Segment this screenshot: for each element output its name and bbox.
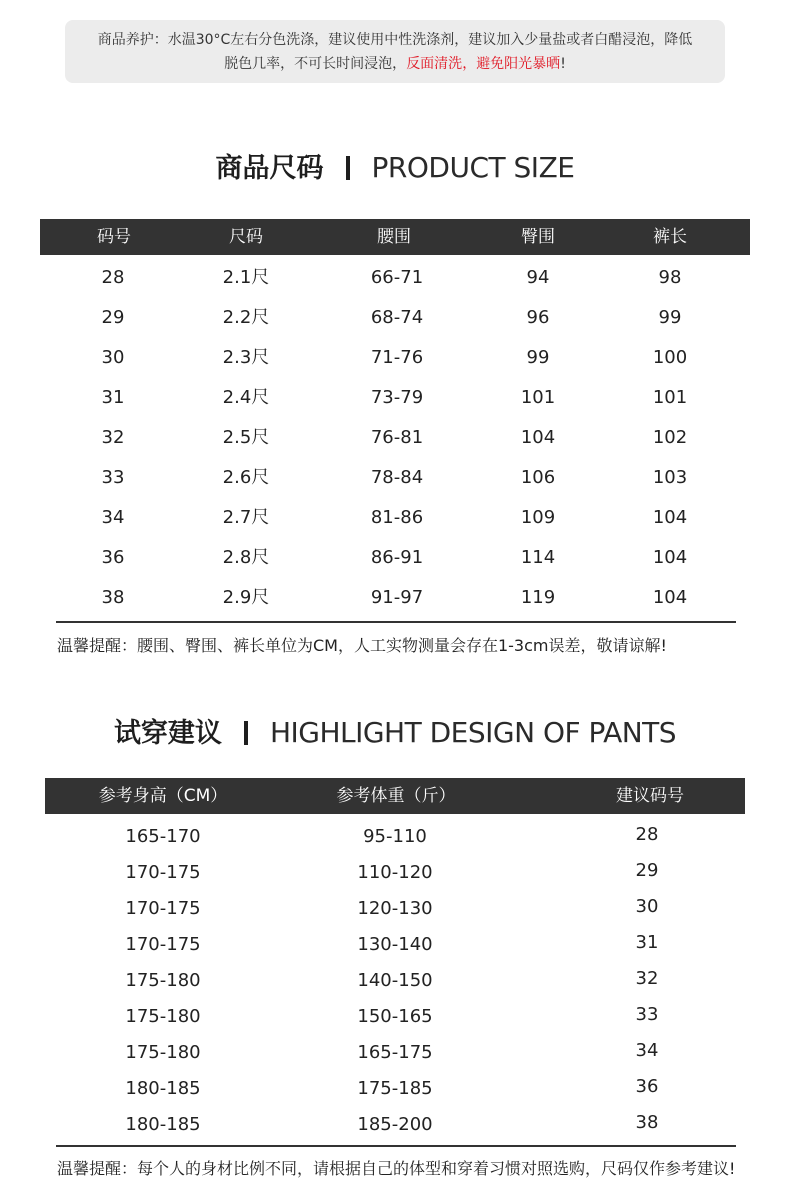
size-table-cell: 76-81 [370, 427, 424, 448]
fit-table-cell: 95-110 [363, 826, 427, 847]
size-header-code: 码号 [97, 227, 131, 247]
fit-table-cell: 170-175 [125, 934, 201, 955]
fit-table-cell: 170-175 [125, 862, 201, 883]
fit-table-cell: 175-185 [357, 1078, 433, 1099]
size-table-cell: 38 [101, 587, 125, 608]
fit-table-cell: 36 [635, 1076, 659, 1097]
size-table-cell: 2.9尺 [222, 587, 270, 608]
fit-table-row [0, 1002, 790, 1032]
fit-table-cell: 140-150 [357, 970, 433, 991]
size-table-cell: 98 [658, 267, 682, 288]
size-table-cell: 2.1尺 [222, 267, 270, 288]
product-size-title-cn: 商品尺码 [215, 153, 324, 184]
size-table-cell: 99 [526, 347, 550, 368]
fit-advice-title-en: HIGHLIGHT DESIGN OF PANTS [269, 716, 677, 749]
fit-table-cell: 33 [635, 1004, 659, 1025]
fit-table-cell: 29 [635, 860, 659, 881]
size-table-cell: 86-91 [370, 547, 424, 568]
fit-table-cell: 32 [635, 968, 659, 989]
size-table-cell: 2.2尺 [222, 307, 270, 328]
fit-table-cell: 180-185 [125, 1114, 201, 1135]
size-table-header [40, 219, 750, 255]
fit-table-cell: 175-180 [125, 1042, 201, 1063]
fit-table-cell: 31 [635, 932, 659, 953]
size-table-cell: 30 [101, 347, 125, 368]
size-header-length: 裤长 [653, 227, 687, 247]
size-table-cell: 94 [526, 267, 550, 288]
size-table-cell: 2.6尺 [222, 467, 270, 488]
fit-table-row [0, 1110, 790, 1140]
size-table-cell: 104 [652, 507, 688, 528]
fit-table-row [0, 858, 790, 888]
fit-advice-title [0, 711, 790, 750]
title-separator [346, 156, 350, 180]
size-table-row [0, 262, 790, 294]
size-table-row [0, 302, 790, 334]
fit-table-cell: 170-175 [125, 898, 201, 919]
title-separator [244, 721, 248, 745]
size-table-row [0, 462, 790, 494]
fit-header-weight: 参考体重（斤） [336, 786, 456, 806]
care-warning-comma: ， [462, 56, 477, 72]
size-table-cell: 114 [520, 547, 556, 568]
size-table-row [0, 422, 790, 454]
size-header-size: 尺码 [229, 227, 263, 247]
size-table-cell: 2.5尺 [222, 427, 270, 448]
fit-table-row [0, 966, 790, 996]
care-warning-avoid-sun: 避免阳光暴晒 [476, 56, 561, 72]
size-table-cell: 104 [520, 427, 556, 448]
care-instructions-box [65, 20, 725, 83]
fit-table-row [0, 894, 790, 924]
size-header-waist: 腰围 [377, 227, 411, 247]
size-table-cell: 28 [101, 267, 125, 288]
care-line-1: 商品养护：水温30°C左右分色洗涤，建议使用中性洗涤剂，建议加入少量盐或者白醋浸泡，降低 [97, 32, 693, 48]
fit-table-cell: 130-140 [357, 934, 433, 955]
size-table-cell: 73-79 [370, 387, 424, 408]
size-table-cell: 2.4尺 [222, 387, 270, 408]
size-table-cell: 31 [101, 387, 125, 408]
size-table-cell: 99 [658, 307, 682, 328]
size-table-cell: 106 [520, 467, 556, 488]
fit-table-cell: 165-170 [125, 826, 201, 847]
size-table-row [0, 342, 790, 374]
fit-table-cell: 175-180 [125, 970, 201, 991]
fit-table-row [0, 1074, 790, 1104]
size-table-row [0, 542, 790, 574]
size-table-cell: 78-84 [370, 467, 424, 488]
size-table-cell: 101 [520, 387, 556, 408]
fit-header-height: 参考身高（CM） [98, 786, 228, 806]
size-table-cell: 66-71 [370, 267, 424, 288]
size-table-cell: 91-97 [370, 587, 424, 608]
size-table-row [0, 582, 790, 614]
fit-advice-title-cn: 试穿建议 [113, 718, 222, 749]
fit-table-cell: 120-130 [357, 898, 433, 919]
fit-table-cell: 38 [635, 1112, 659, 1133]
fit-table-header [45, 778, 745, 814]
fit-table-cell: 110-120 [357, 862, 433, 883]
size-table-cell: 2.8尺 [222, 547, 270, 568]
size-table-cell: 68-74 [370, 307, 424, 328]
care-line-2 [79, 52, 711, 76]
fit-table-cell: 185-200 [357, 1114, 433, 1135]
fit-table-cell: 28 [635, 824, 659, 845]
size-table-cell: 36 [101, 547, 125, 568]
size-table-cell: 81-86 [370, 507, 424, 528]
size-table-cell: 100 [652, 347, 688, 368]
fit-table-cell: 165-175 [357, 1042, 433, 1063]
size-table-cell: 34 [101, 507, 125, 528]
size-table-cell: 96 [526, 307, 550, 328]
fit-table-cell: 180-185 [125, 1078, 201, 1099]
size-table-cell: 104 [652, 587, 688, 608]
care-warning-wash-inside-out: 反面清洗 [406, 56, 463, 72]
size-table-note: 温馨提醒：腰围、臀围、裤长单位为CM，人工实物测量会存在1-3cm误差，敬请谅解! [57, 636, 667, 655]
fit-table-row [0, 822, 790, 852]
care-line-2-end: ! [560, 56, 566, 72]
fit-table-row [0, 1038, 790, 1068]
fit-table-cell: 175-180 [125, 1006, 201, 1027]
size-table-row [0, 382, 790, 414]
size-table-cell: 2.7尺 [222, 507, 270, 528]
size-table-cell: 104 [652, 547, 688, 568]
size-table-cell: 33 [101, 467, 125, 488]
fit-table-cell: 30 [635, 896, 659, 917]
fit-table-bottom-rule [56, 1145, 736, 1147]
care-line-2-text: 脱色几率，不可长时间浸泡， [224, 56, 407, 72]
size-table-cell: 2.3尺 [222, 347, 270, 368]
size-table-cell: 29 [101, 307, 125, 328]
product-size-title [0, 146, 790, 185]
fit-header-suggested-size: 建议码号 [616, 786, 684, 806]
size-table-cell: 71-76 [370, 347, 424, 368]
size-table-cell: 119 [520, 587, 556, 608]
size-table-cell: 102 [652, 427, 688, 448]
size-table-cell: 109 [520, 507, 556, 528]
fit-table-cell: 34 [635, 1040, 659, 1061]
fit-table-row [0, 930, 790, 960]
fit-table-note: 温馨提醒：每个人的身材比例不同，请根据自己的体型和穿着习惯对照选购，尺码仅作参考建议! [57, 1159, 736, 1178]
size-table-bottom-rule [56, 621, 736, 623]
size-table-cell: 32 [101, 427, 125, 448]
size-table-cell: 103 [652, 467, 688, 488]
product-size-title-en: PRODUCT SIZE [371, 151, 575, 184]
size-header-hip: 臀围 [521, 227, 555, 247]
size-table-cell: 101 [652, 387, 688, 408]
size-table-row [0, 502, 790, 534]
fit-table-cell: 150-165 [357, 1006, 433, 1027]
